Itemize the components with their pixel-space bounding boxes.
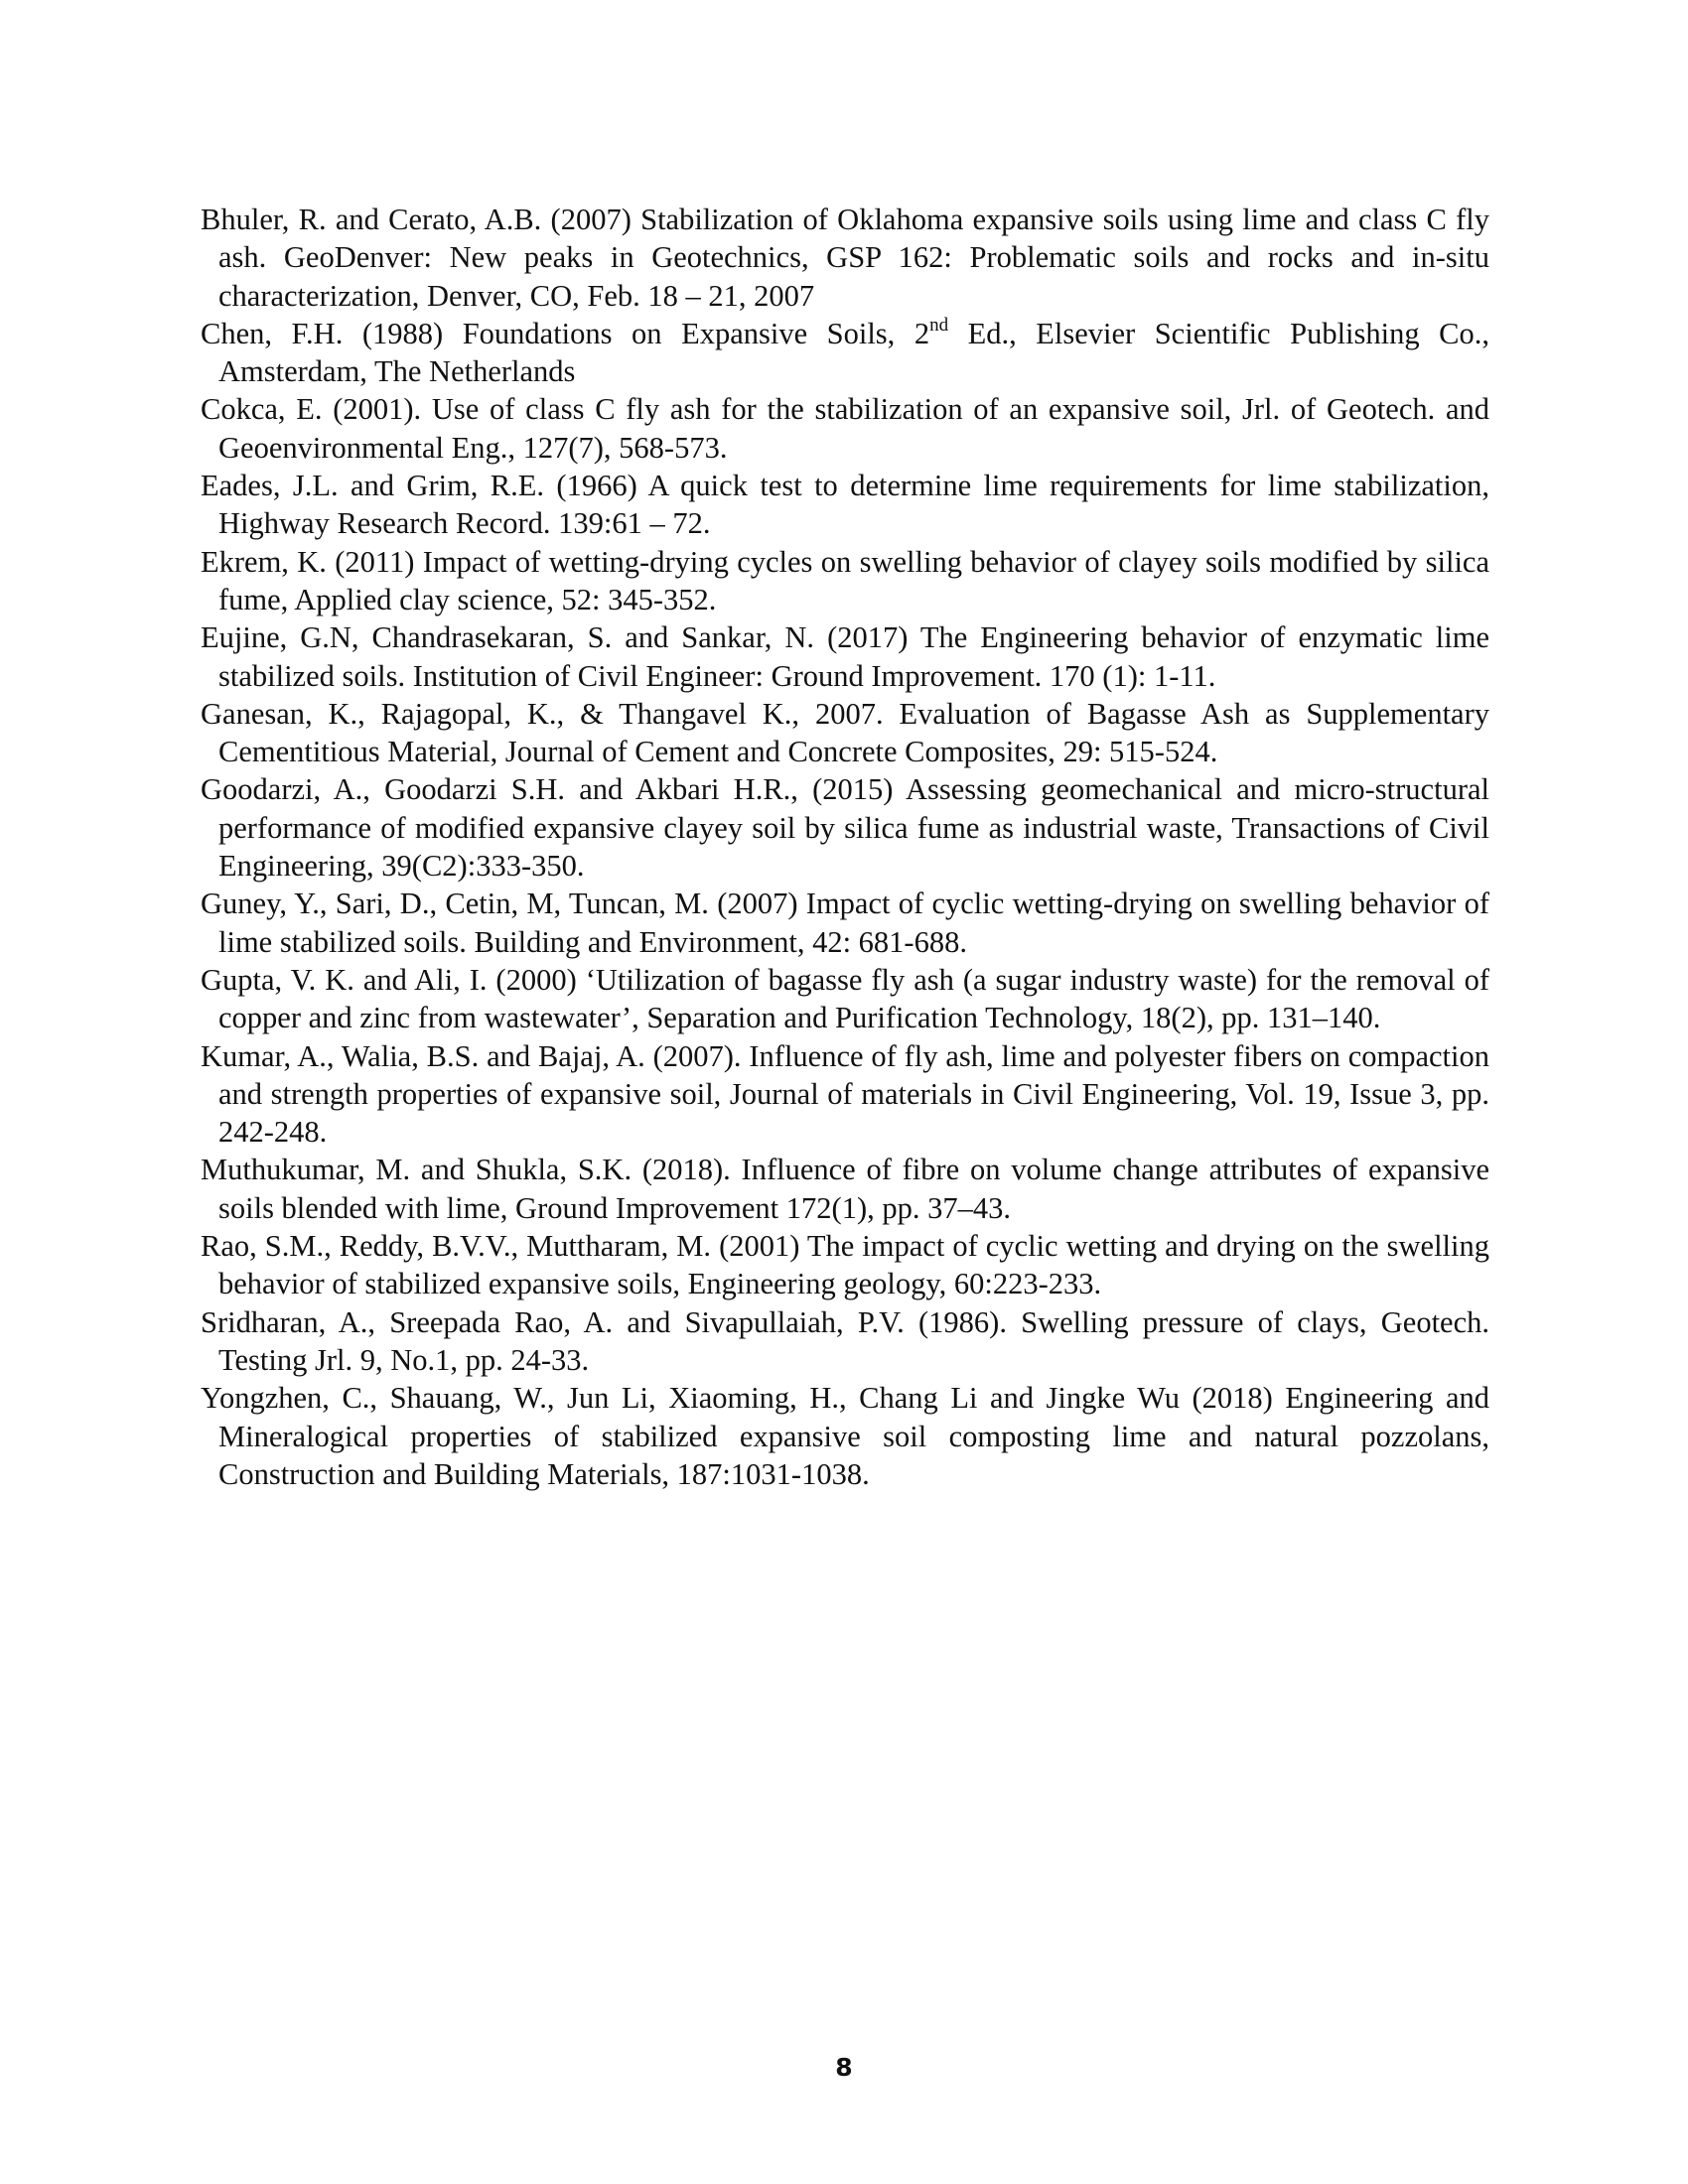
reference-item: Rao, S.M., Reddy, B.V.V., Muttharam, M. (2001) The impact of cyclic wetting and drying on the swelling behavior of stabilized expansive soils, Engineering geology, 60:223-233. (201, 1229, 1489, 1301)
reference-item: Eades, J.L. and Grim, R.E. (1966) A quick test to determine lime requirements for lime stabilization, Highway Research Record. 139:61 – 72. (201, 469, 1489, 541)
ordinal-superscript: nd (929, 314, 949, 336)
reference-item: Bhuler, R. and Cerato, A.B. (2007) Stabilization of Oklahoma expansive soils using lime and class C fly ash. GeoDenver: New peaks in Geotechnics, GSP 162: Problematic soils and rocks and in-situ characterization, Denver, CO, Feb. 18 – 21, 2007 (201, 203, 1489, 313)
reference-item: Ganesan, K., Rajagopal, K., & Thangavel K., 2007. Evaluation of Bagasse Ash as Supplementary Cementitious Material, Journal of Cement and Concrete Composites, 29: 515-524. (201, 696, 1489, 769)
reference-item: Cokca, E. (2001). Use of class C fly ash for the stabilization of an expansive soil, Jrl. of Geotech. and Geoenvironmental Eng., 127(7), 568-573. (201, 392, 1489, 465)
reference-item: Goodarzi, A., Goodarzi S.H. and Akbari H.R., (2015) Assessing geomechanical and micro-structural performance of modified expansive clayey soil by silica fume as industrial waste, Transactions of Civil Engineering, 39(C2):333-350. (201, 772, 1489, 884)
page-number: 8 (835, 2053, 853, 2082)
reference-item: Kumar, A., Walia, B.S. and Bajaj, A. (2007). Influence of fly ash, lime and polyester fibers on compaction and strength properties of expansive soil, Journal of materials in Civil Engineering, Vol. 19, Issue 3, pp. 242-248. (201, 1038, 1489, 1150)
reference-item (201, 315, 1489, 391)
reference-item: Muthukumar, M. and Shukla, S.K. (2018). Influence of fibre on volume change attributes of expansive soils blended with lime, Ground Improvement 172(1), pp. 37–43. (201, 1153, 1489, 1225)
reference-item: Guney, Y., Sari, D., Cetin, M, Tuncan, M. (2007) Impact of cyclic wetting-drying on swelling behavior of lime stabilized soils. Building and Environment, 42: 681-688. (201, 887, 1489, 959)
reference-item: Yongzhen, C., Shauang, W., Jun Li, Xiaoming, H., Chang Li and Jingke Wu (2018) Engineering and Mineralogical properties of stabilized expansive soil composting lime and natural pozzolans, Construction and Building Materials, 187:1031-1038. (201, 1381, 1489, 1491)
reference-item: Ekrem, K. (2011) Impact of wetting-drying cycles on swelling behavior of clayey soils modified by silica fume, Applied clay science, 52: 345-352. (201, 544, 1489, 616)
reference-list (201, 201, 1489, 1493)
reference-text: Ed., Elsevier Scientific Publishing Co., Amsterdam, The Netherlands (218, 316, 1489, 389)
reference-text: Chen, F.H. (1988) Foundations on Expansive Soils, 2 (201, 316, 930, 350)
reference-item: Gupta, V. K. and Ali, I. (2000) ‘Utilization of bagasse fly ash (a sugar industry waste) for the removal of copper and zinc from wastewater’, Separation and Purification Technology, 18(2), pp. 131–140. (201, 962, 1489, 1035)
reference-item: Sridharan, A., Sreepada Rao, A. and Sivapullaiah, P.V. (1986). Swelling pressure of clays, Geotech. Testing Jrl. 9, No.1, pp. 24-33. (201, 1304, 1489, 1377)
reference-item: Eujine, G.N, Chandrasekaran, S. and Sankar, N. (2017) The Engineering behavior of enzymatic lime stabilized soils. Institution of Civil Engineer: Ground Improvement. 170 (1): 1-11. (201, 620, 1489, 693)
